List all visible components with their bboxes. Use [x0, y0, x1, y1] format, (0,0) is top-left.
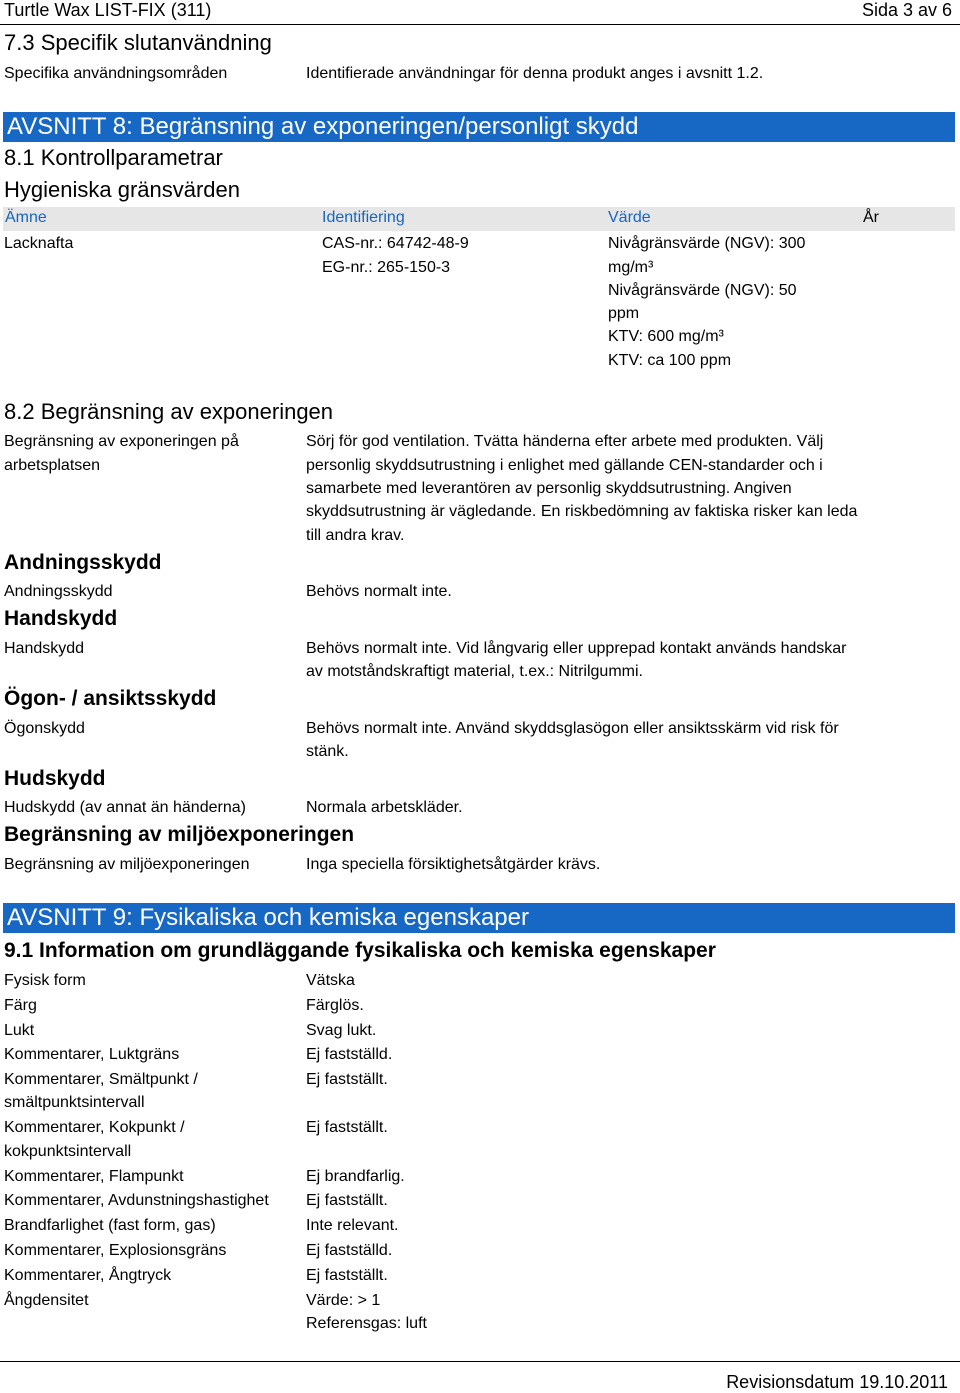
- property-label: Fysisk form: [4, 972, 86, 989]
- environment-value: Inga speciella försiktighetsåtgärder krävs.: [306, 856, 601, 873]
- specific-use-value: Identifierade användningar för denna produkt anges i avsnitt 1.2.: [306, 65, 764, 82]
- section-8-banner: [3, 112, 955, 142]
- col-value: Värde: [608, 209, 651, 226]
- property-label: Kommentarer, Flampunkt: [4, 1168, 184, 1185]
- eye-protection-value: Behövs normalt inte. Använd skyddsglasögon eller ansiktsskärm vid risk för: [306, 720, 839, 737]
- property-label: Kommentarer, Smältpunkt /: [4, 1071, 198, 1088]
- property-label: Brandfarlighet (fast form, gas): [4, 1217, 216, 1234]
- property-value: Ej fastställt.: [306, 1071, 388, 1088]
- substance-name: Lacknafta: [4, 235, 74, 252]
- revision-date: Revisionsdatum 19.10.2011: [726, 1372, 948, 1392]
- section-9-title: AVSNITT 9: Fysikaliska och kemiska egenskaper: [7, 904, 529, 931]
- cas-number: CAS-nr.: 64742-48-9: [322, 235, 469, 252]
- property-label: Ångdensitet: [4, 1292, 89, 1309]
- limit-value-line: Nivågränsvärde (NGV): 300: [608, 235, 806, 252]
- skin-protection-label: Hudskydd (av annat än händerna): [4, 799, 246, 816]
- property-label: Kommentarer, Luktgräns: [4, 1046, 180, 1063]
- exposure-limits-heading: Hygieniska gränsvärden: [4, 177, 241, 202]
- respiratory-label: Andningsskydd: [4, 583, 113, 600]
- limit-value-line: mg/m³: [608, 259, 654, 276]
- workplace-label: arbetsplatsen: [4, 457, 101, 474]
- workplace-text-line: till andra krav.: [306, 527, 405, 544]
- property-value: Vätska: [306, 972, 355, 989]
- section-7-3-heading: 7.3 Specifik slutanvändning: [4, 30, 272, 55]
- environment-label: Begränsning av miljöexponeringen: [4, 856, 250, 873]
- page-number: Sida 3 av 6: [861, 0, 952, 20]
- section-9-1-heading: 9.1 Information om grundläggande fysikaliska och kemiska egenskaper: [4, 939, 716, 962]
- property-value: Ej brandfarlig.: [306, 1168, 405, 1185]
- eye-protection-label: Ögonskydd: [4, 720, 85, 737]
- property-label: Lukt: [4, 1022, 35, 1039]
- property-label: kokpunktsintervall: [4, 1143, 132, 1160]
- workplace-text-line: skyddsutrustning är vägledande. En riskbedömning av faktiska risker kan leda: [306, 503, 858, 520]
- property-value: Svag lukt.: [306, 1022, 377, 1039]
- section-8-title: AVSNITT 8: Begränsning av exponeringen/personligt skydd: [7, 113, 639, 140]
- property-value: Referensgas: luft: [306, 1315, 427, 1332]
- eye-protection-value: stänk.: [306, 743, 349, 760]
- property-value: Värde: > 1: [306, 1292, 381, 1309]
- col-identification: Identifiering: [322, 209, 405, 226]
- property-value: Ej fastställd.: [306, 1242, 393, 1259]
- limit-value-line: Nivågränsvärde (NGV): 50: [608, 282, 797, 299]
- respiratory-heading: Andningsskydd: [4, 551, 162, 574]
- exposure-table-header: [3, 207, 955, 231]
- limit-value-line: KTV: 600 mg/m³: [608, 328, 724, 345]
- col-substance: Ämne: [5, 209, 47, 226]
- hand-protection-heading: Handskydd: [4, 607, 118, 630]
- skin-protection-value: Normala arbetskläder.: [306, 799, 463, 816]
- respiratory-value: Behövs normalt inte.: [306, 583, 452, 600]
- property-value: Inte relevant.: [306, 1217, 399, 1234]
- specific-use-label: Specifika användningsområden: [4, 65, 228, 82]
- section-9-banner: [3, 903, 955, 933]
- skin-protection-heading: Hudskydd: [4, 767, 106, 790]
- property-value: Ej fastställt.: [306, 1267, 388, 1284]
- property-label: Färg: [4, 997, 37, 1014]
- document-title: Turtle Wax LIST-FIX (311): [4, 0, 212, 20]
- eg-number: EG-nr.: 265-150-3: [322, 259, 451, 276]
- section-8-1-heading: 8.1 Kontrollparametrar: [4, 145, 223, 170]
- eye-protection-heading: Ögon- / ansiktsskydd: [4, 687, 217, 710]
- workplace-label: Begränsning av exponeringen på: [4, 433, 239, 450]
- property-label: smältpunktsintervall: [4, 1094, 145, 1111]
- workplace-text-line: samarbete med leverantören av personlig skyddsutrustning. Angiven: [306, 480, 792, 497]
- property-label: Kommentarer, Explosionsgräns: [4, 1242, 227, 1259]
- footer-divider: [0, 1361, 960, 1362]
- property-value: Ej fastställt.: [306, 1119, 388, 1136]
- property-label: Kommentarer, Ångtryck: [4, 1267, 172, 1284]
- limit-value-line: KTV: ca 100 ppm: [608, 352, 732, 369]
- hand-protection-value: Behövs normalt inte. Vid långvarig eller upprepad kontakt används handskar: [306, 640, 847, 657]
- header-divider: [0, 24, 960, 25]
- property-label: Kommentarer, Avdunstningshastighet: [4, 1192, 269, 1209]
- hand-protection-label: Handskydd: [4, 640, 85, 657]
- environment-heading: Begränsning av miljöexponeringen: [4, 823, 355, 846]
- hand-protection-value: av motståndskraftigt material, t.ex.: Nitrilgummi.: [306, 663, 643, 680]
- section-8-2-heading: 8.2 Begränsning av exponeringen: [4, 399, 334, 424]
- property-value: Ej fastställd.: [306, 1046, 393, 1063]
- workplace-text-line: personlig skyddsutrustning i enlighet med gällande CEN-standarder och i: [306, 457, 823, 474]
- property-value: Färglös.: [306, 997, 364, 1014]
- workplace-text-line: Sörj för god ventilation. Tvätta händerna efter arbete med produkten. Välj: [306, 433, 824, 450]
- limit-value-line: ppm: [608, 305, 640, 322]
- property-value: Ej fastställt.: [306, 1192, 388, 1209]
- col-year: År: [863, 209, 879, 226]
- property-label: Kommentarer, Kokpunkt /: [4, 1119, 185, 1136]
